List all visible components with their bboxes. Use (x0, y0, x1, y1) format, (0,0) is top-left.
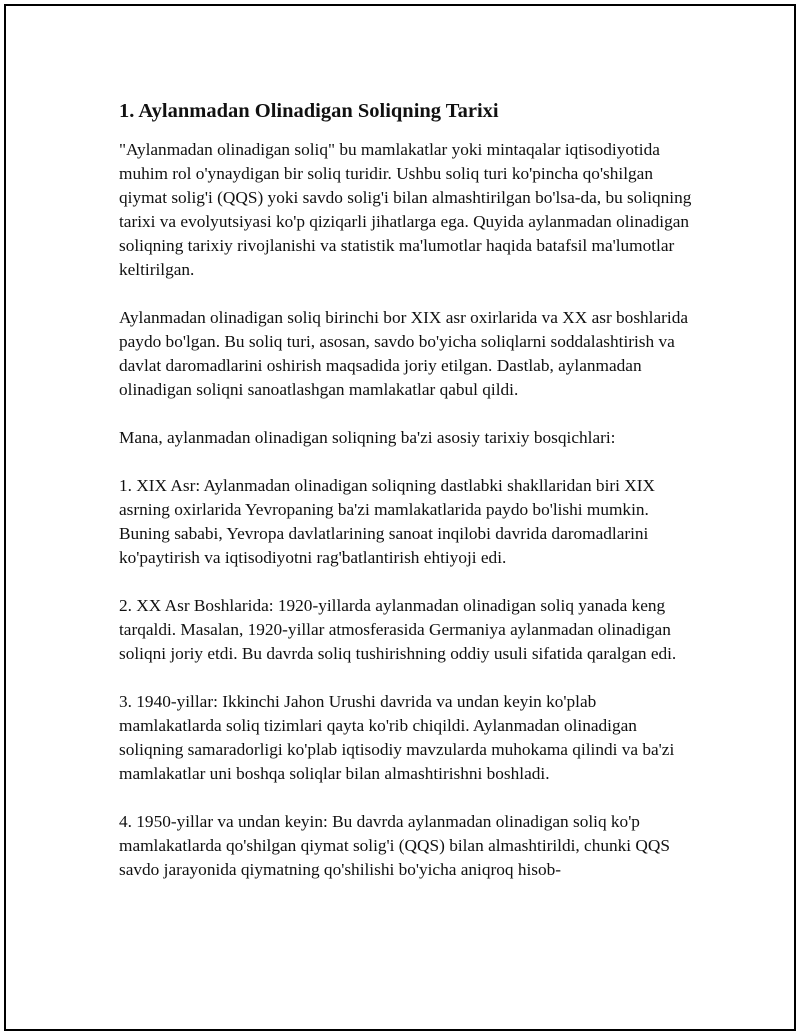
paragraph-stage-2: 2. XX Asr Boshlarida: 1920-yillarda aylanmadan olinadigan soliq yanada keng tarqaldi. Masalan, 1920-yillar atmosferasida Germaniya aylanmadan olinadigan soliqni joriy etdi. Bu davrda soliq tushirishning oddiy usuli sifatida qaralgan edi. (119, 596, 677, 663)
paragraph-intro: "Aylanmadan olinadigan soliq" bu mamlakatlar yoki mintaqalar iqtisodiyotida muhim rol o'ynaydigan bir soliq turidir. Ushbu soliq turi ko'pincha qo'shilgan qiymat solig'i (QQS) yoki savdo solig'i bilan almashtirilgan bo'lsa-da, bu soliqning tarixi va evolyutsiyasi ko'p qiziqarli jihatlarga ega. Quyida aylanmadan olinadigan soliqning tarixiy rivojlanishi va statistik ma'lumotlar haqida batafsil ma'lumotlar keltirilgan. (119, 140, 692, 279)
document-content (119, 98, 694, 906)
paragraph-stage-3: 3. 1940-yillar: Ikkinchi Jahon Urushi davrida va undan keyin ko'plab mamlakatlarda soliq tizimlari qayta ko'rib chiqildi. Aylanmadan olinadigan soliqning samaradorligi ko'plab iqtisodiy mavzularda muhokama qilindi va ba'zi mamlakatlar uni boshqa soliqlar bilan almashtirishni boshladi. (119, 692, 675, 783)
paragraph-stage-4: 4. 1950-yillar va undan keyin: Bu davrda aylanmadan olinadigan soliq ko'p mamlakatlarda qo'shilgan qiymat solig'i (QQS) bilan almashtirildi, chunki QQS savdo jarayonida qiymatning qo'shilishi bo'yicha aniqroq hisob- (119, 812, 670, 879)
paragraph-stages-intro: Mana, aylanmadan olinadigan soliqning ba'zi asosiy tarixiy bosqichlari: (119, 428, 616, 447)
paragraph-origin: Aylanmadan olinadigan soliq birinchi bor XIX asr oxirlarida va XX asr boshlarida paydo bo'lgan. Bu soliq turi, asosan, savdo bo'yicha soliqlarni soddalashtirish va davlat daromadlarini oshirish maqsadida joriy etilgan. Dastlab, aylanmadan olinadigan soliqni sanoatlashgan mamlakatlar qabul qildi. (119, 308, 689, 399)
section-title: 1. Aylanmadan Olinadigan Soliqning Tarixi (119, 100, 499, 122)
document-page (4, 4, 796, 1031)
paragraph-stage-1: 1. XIX Asr: Aylanmadan olinadigan soliqning dastlabki shakllaridan biri XIX asrning oxirlarida Yevropaning ba'zi mamlakatlarida paydo bo'lishi mumkin. Buning sababi, Yevropa davlatlarining sanoat inqilobi davrida daromadlarini ko'paytirish va iqtisodiyotni rag'batlantirish ehtiyoji edi. (119, 476, 655, 567)
